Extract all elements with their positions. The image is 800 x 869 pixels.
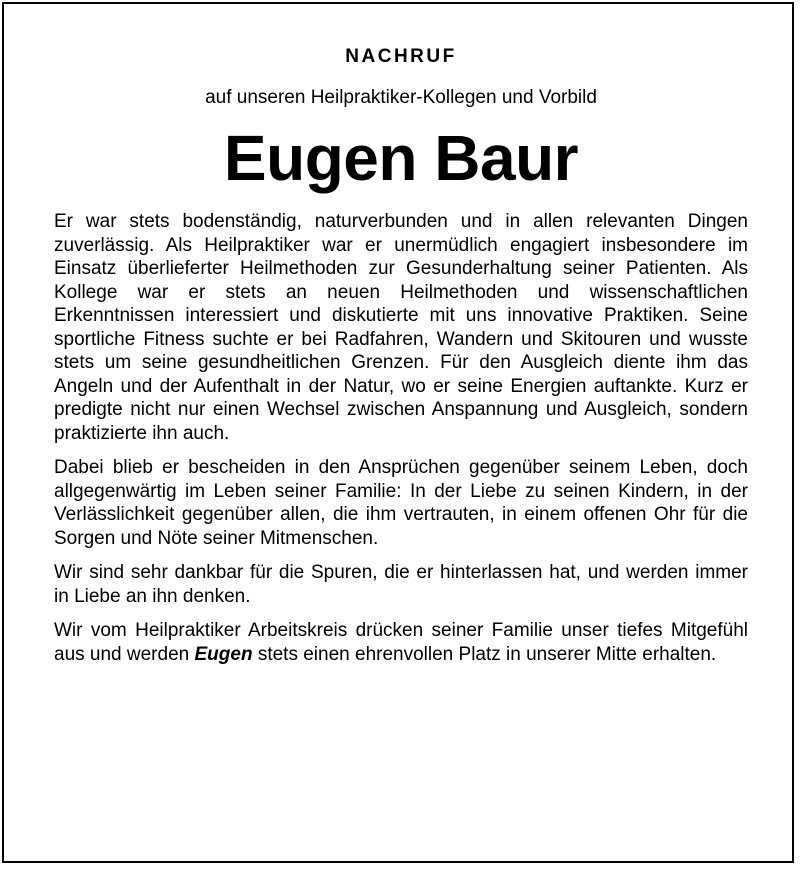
- paragraph-tribute: Er war stets bodenständig, naturverbunden und in allen relevanten Dingen zuverlässig. Als Heilpraktiker war er unermüdlich engagiert insbesondere im Einsatz überlieferter Heilmethoden zur Gesunderhaltung seiner Patienten. Als Kollege war er stets an neuen Heilmethoden und wissenschaftlichen Erkenntnissen interessiert und diskutierte mit uns innovative Praktiken. Seine sportliche Fitness suchte er bei Radfahren, Wandern und Skitouren und wusste stets um seine gesundheitlichen Grenzen. Für den Ausgleich diente ihm das Angeln und der Aufenthalt in der Natur, wo er seine Energien auftankte. Kurz er predigte nicht nur einen Wechsel zwischen Anspannung und Ausgleich, sondern praktizierte ihn auch.: [54, 211, 748, 444]
- notice-subtitle: auf unseren Heilpraktiker-Kollegen und Vorbild: [205, 87, 597, 108]
- notice-heading: NACHRUF: [345, 46, 457, 67]
- condolence-emphasized-name: Eugen: [194, 643, 253, 665]
- condolence-text-end: stets einen ehrenvollen Platz in unserer Mitte erhalten.: [252, 643, 717, 665]
- paragraph-family: Dabei blieb er bescheiden in den Ansprüchen gegenüber seinem Leben, doch allgegenwärtig im Leben seiner Familie: In der Liebe zu seinen Kindern, in der Verlässlichkeit gegenüber allen, die ihm vertrauten, in einem offenen Ohr für die Sorgen und Nöte seiner Mitmenschen.: [54, 457, 748, 549]
- paragraph-condolence: [54, 619, 748, 666]
- obituary-notice: [54, 44, 748, 666]
- paragraph-gratitude: Wir sind sehr dankbar für die Spuren, die er hinterlassen hat, und werden immer in Liebe an ihn denken.: [54, 562, 748, 607]
- deceased-name: Eugen Baur: [223, 122, 579, 194]
- condolence-text-start: Wir vom Heilpraktiker Arbeitskreis drücken seiner Familie unser tiefes Mitgefühl aus und werden: [54, 620, 748, 665]
